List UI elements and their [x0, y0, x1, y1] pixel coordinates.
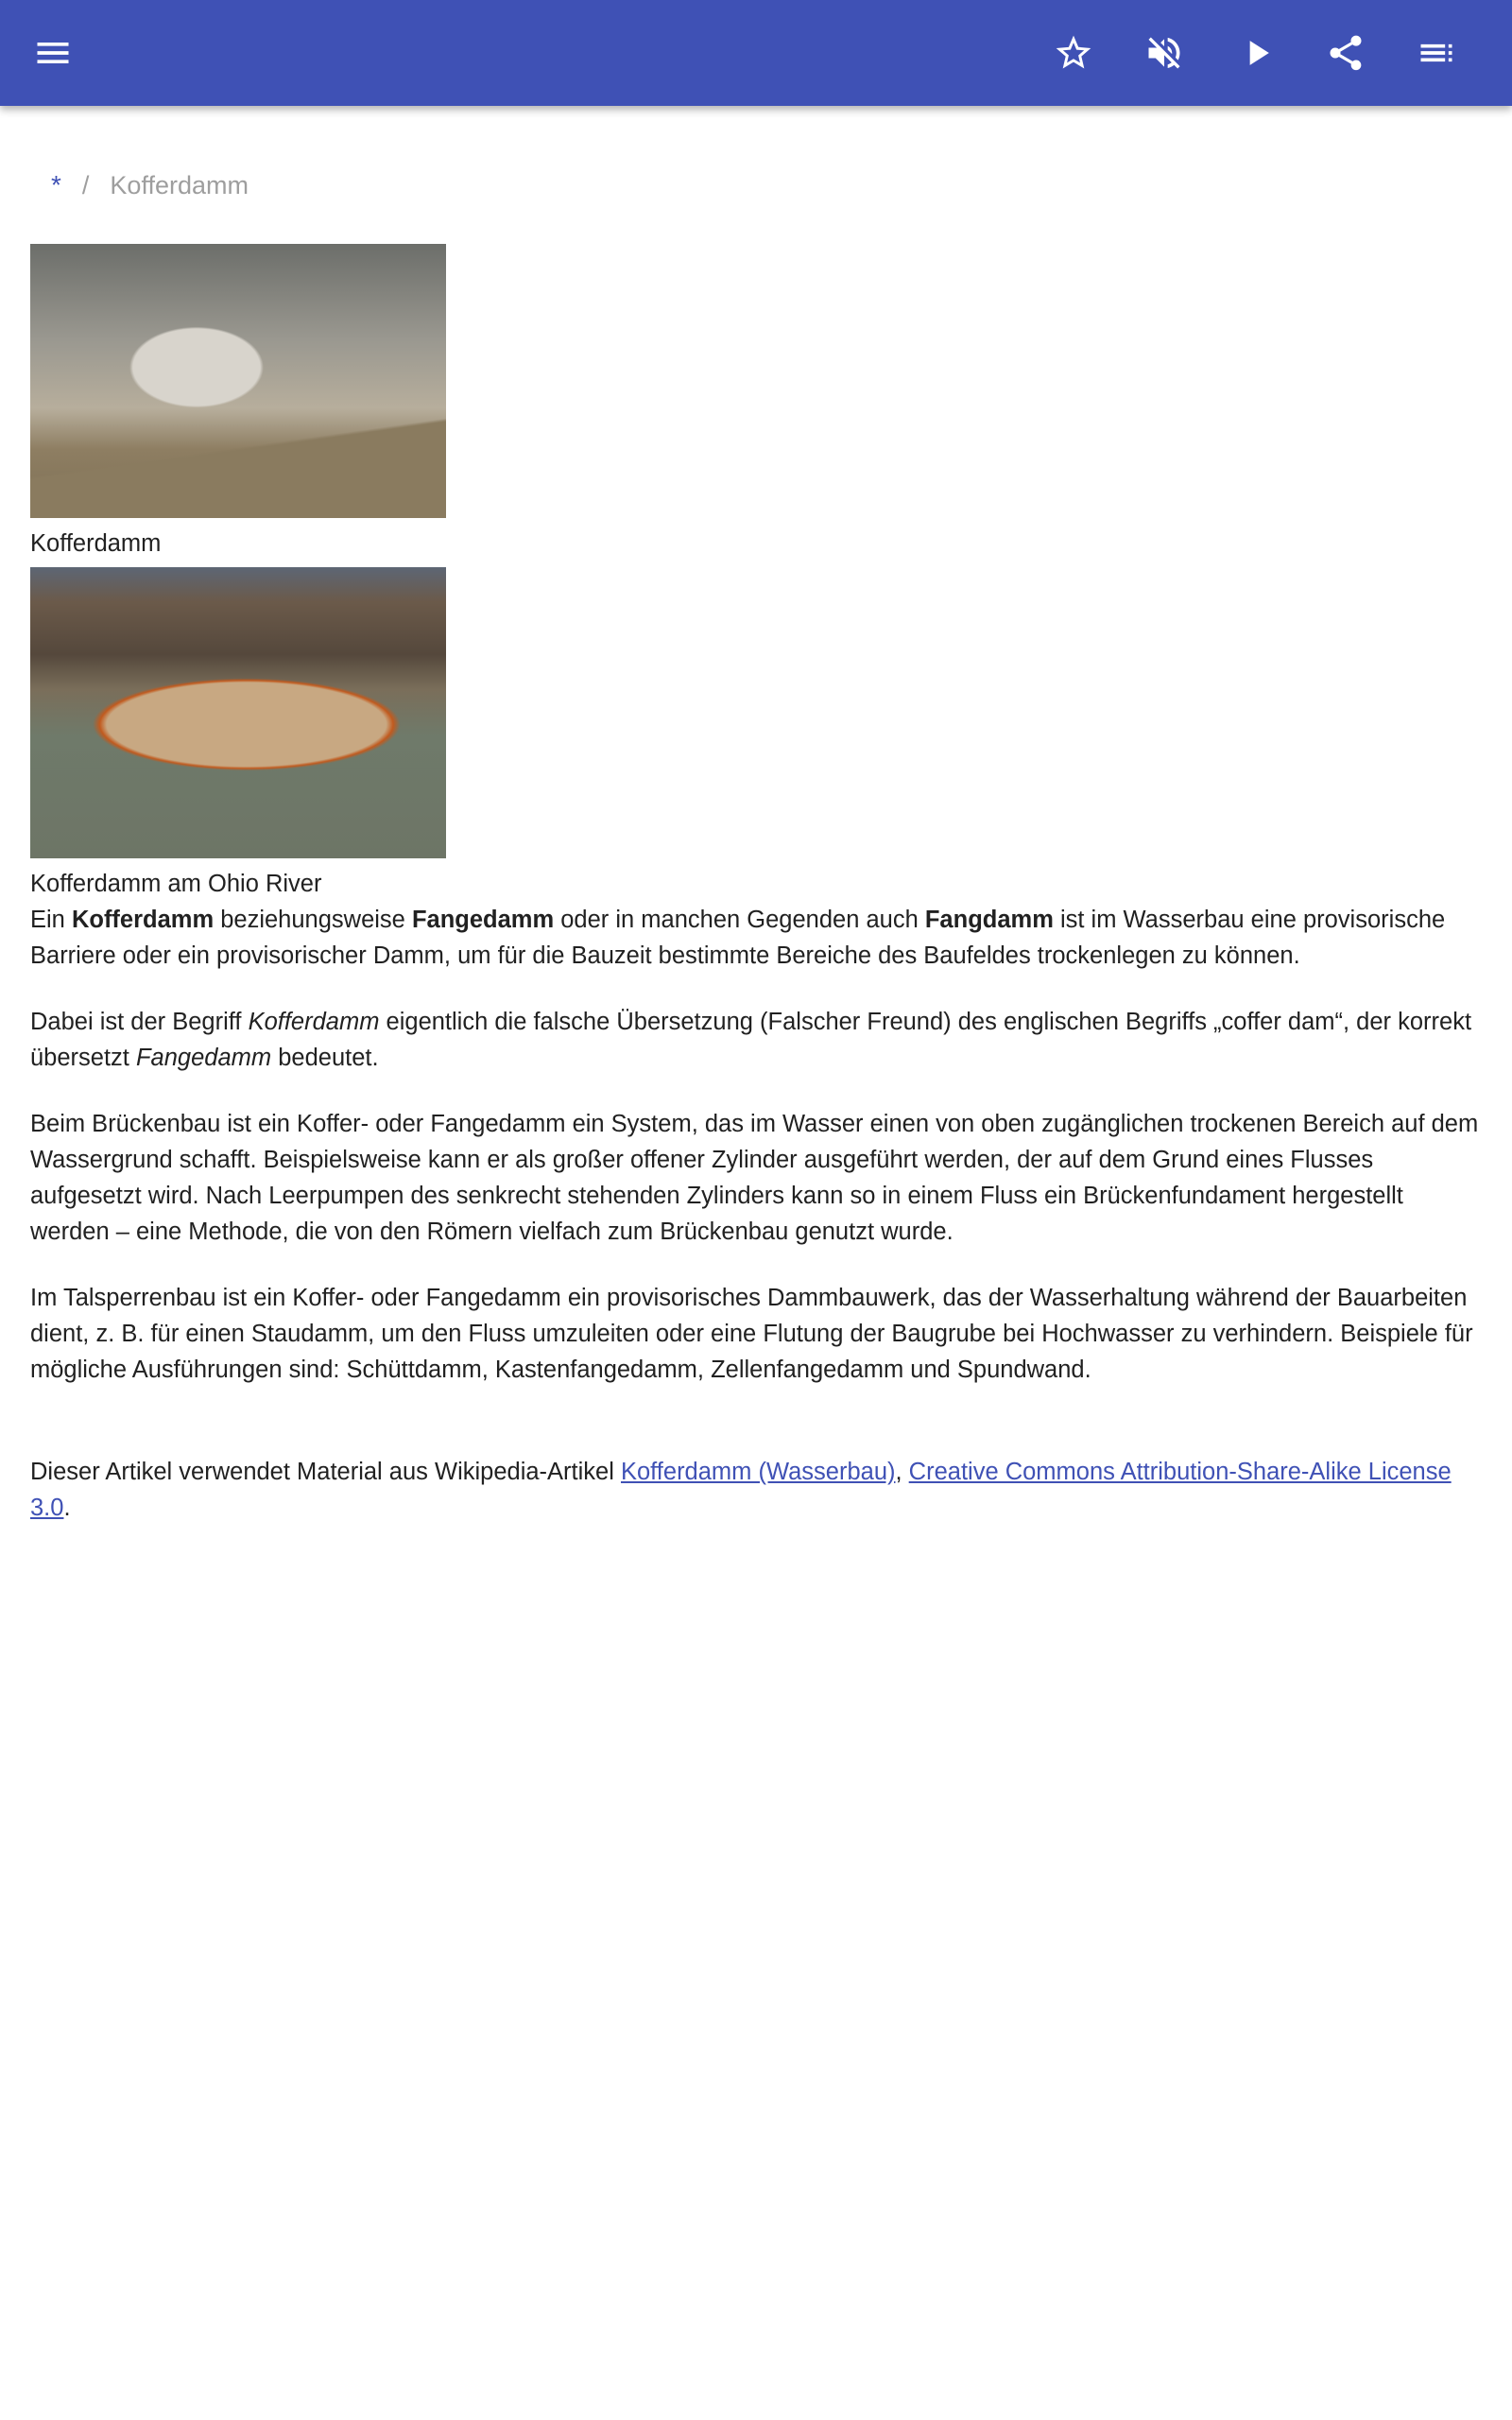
breadcrumb-current: Kofferdamm — [110, 170, 249, 199]
paragraph-term: Dabei ist der Begriff Kofferdamm eigentlich die falsche Übersetzung (Falscher Freund) des englischen Begriffs „coffer dam“, der korrekt übersetzt Fangedamm bedeutet. — [30, 1009, 1472, 1071]
breadcrumb-home-link[interactable]: * — [51, 170, 61, 199]
menu-icon[interactable] — [30, 30, 76, 76]
figure-caption: Kofferdamm am Ohio River — [30, 871, 322, 897]
article-content — [30, 244, 1486, 1556]
breadcrumb-separator: / — [81, 170, 90, 199]
wikipedia-article-link[interactable]: Kofferdamm (Wasserbau) — [620, 1459, 896, 1485]
star-icon[interactable] — [1051, 30, 1096, 76]
attribution: Dieser Artikel verwendet Material aus Wikipedia-Artikel Kofferdamm (Wasserbau), Creative Commons Attribution-Share-Alike License 3.0. — [30, 1459, 1452, 1521]
paragraph-intro: Ein Kofferdamm beziehungsweise Fangedamm oder in manchen Gegenden auch Fangdamm ist im Wasserbau eine provisorische Barriere oder ein provisorischer Damm, um für die Bauzeit bestimmte Bereiche des Baufeldes trockenlegen zu können. — [30, 907, 1446, 969]
figure-caption: Kofferdamm — [30, 530, 162, 557]
paragraph-dam: Im Talsperrenbau ist ein Koffer- oder Fangedamm ein provisorisches Dammbauwerk, das der Wasserhaltung während der Bauarbeiten dient, z. B. für einen Staudamm, um den Fluss umzuleiten oder eine Flutung der Baugrube bei Hochwasser zu verhindern. Beispiele für mögliche Ausführungen sind: Schüttdamm, Kastenfangedamm, Zellenfangedamm und Spundwand. — [30, 1285, 1473, 1383]
cofferdam-ohio-river-image[interactable] — [30, 567, 446, 858]
share-icon[interactable] — [1323, 30, 1368, 76]
paragraph-bridge: Beim Brückenbau ist ein Koffer- oder Fangedamm ein System, das im Wasser einen von oben zugänglichen trockenen Bereich auf dem Wassergrund schafft. Beispielsweise kann er als großer offener Zylinder ausgeführt werden, der auf dem Grund eines Flusses aufgesetzt wird. Nach Leerpumpen des senkrecht stehenden Zylinders kann so in einem Fluss ein Brückenfundament hergestellt werden – eine Methode, die von den Römern vielfach zum Brückenbau genutzt wurde. — [30, 1111, 1479, 1245]
play-icon[interactable] — [1234, 30, 1280, 76]
volume-off-icon[interactable] — [1142, 30, 1187, 76]
playlist-icon[interactable] — [1414, 30, 1459, 76]
breadcrumb — [51, 170, 249, 200]
app-bar — [0, 0, 1512, 106]
license-link[interactable]: Creative Commons Attribution-Share-Alike License 3.0 — [30, 1459, 1452, 1521]
cofferdam-construction-image[interactable] — [30, 244, 446, 518]
